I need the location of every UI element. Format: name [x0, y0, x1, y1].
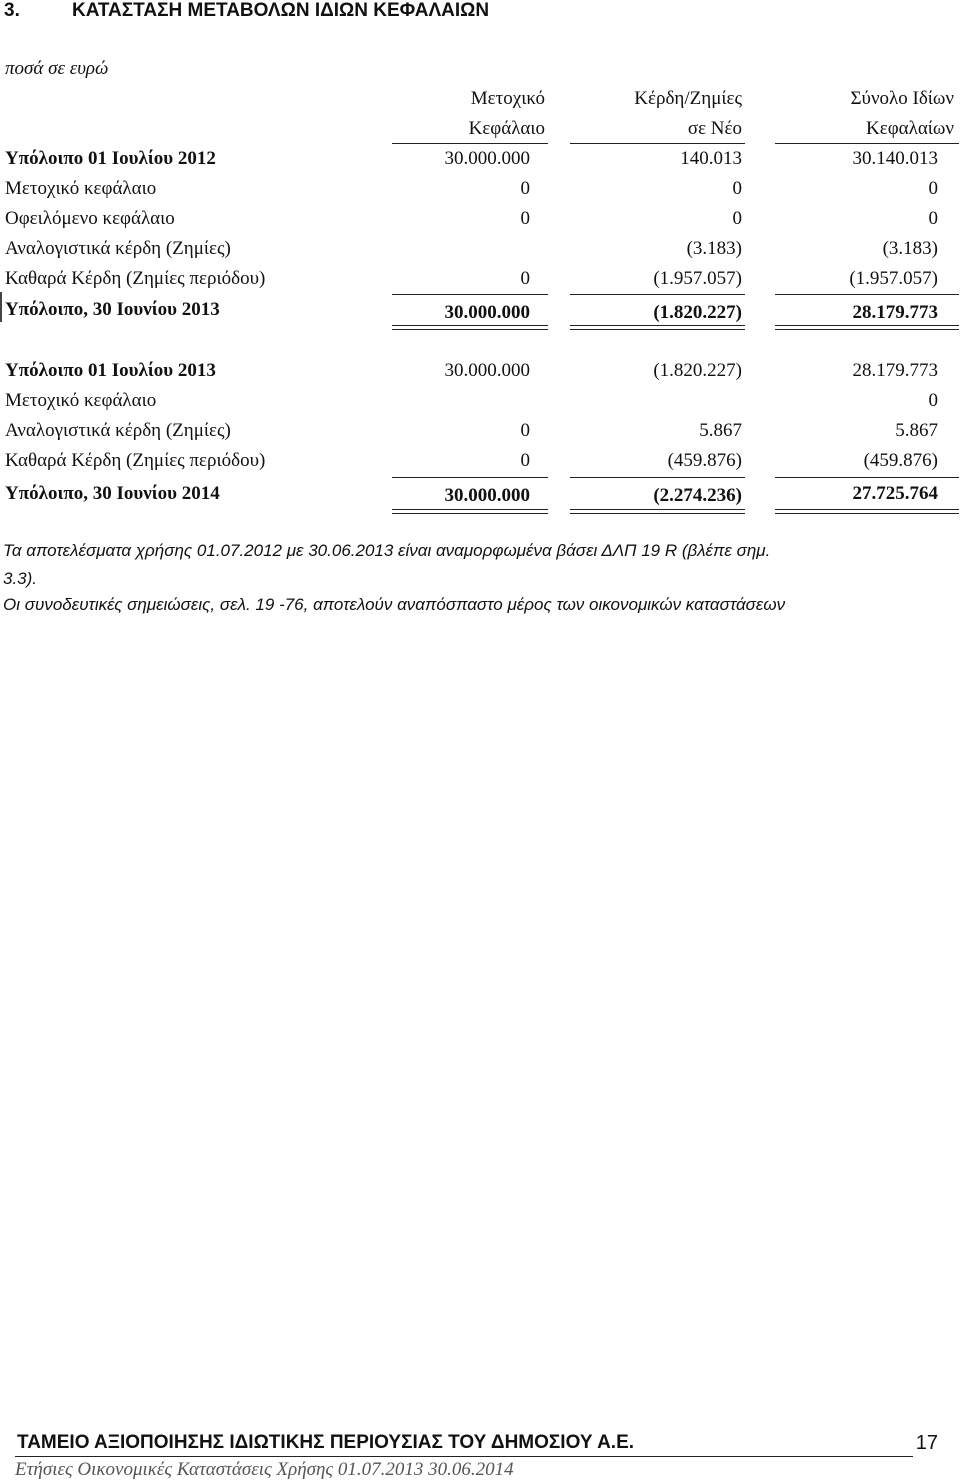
column-header-line: σε Νέο	[687, 118, 742, 139]
column-header-line: Κεφαλαίων	[866, 118, 954, 139]
row-label: Υπόλοιπο 01 Ιουλίου 2012	[5, 148, 216, 169]
footnote-restatement: Τα αποτελέσματα χρήσης 01.07.2012 με 30.06.2013 είναι αναμορφωμένα βάσει ΔΛΠ 19 R (βλέπε σημ.	[3, 541, 771, 560]
column-header-line: Μετοχικό	[470, 88, 545, 109]
retained-earnings-cell: 0	[732, 178, 742, 199]
row-label: Αναλογιστικά κέρδη (Ζημίες)	[5, 420, 231, 441]
row-label: Υπόλοιπο, 30 Ιουνίου 2014	[5, 483, 220, 504]
table-row	[0, 144, 960, 174]
total-double-rule	[570, 325, 745, 330]
retained-earnings-cell: (1.957.057)	[653, 268, 742, 289]
table-row	[0, 416, 960, 446]
table-row	[0, 356, 960, 386]
retained-earnings-cell: (1.820.227)	[653, 302, 742, 323]
retained-earnings-cell: (3.183)	[686, 238, 742, 259]
share-capital-cell: 30.000.000	[444, 302, 530, 323]
row-label: Οφειλόμενο κεφάλαιο	[5, 208, 175, 229]
subtotal-rule	[570, 477, 745, 478]
table-row-total	[0, 295, 960, 325]
total-equity-cell: 27.725.764	[852, 483, 938, 504]
table-row	[0, 234, 960, 264]
share-capital-cell: 0	[520, 178, 530, 199]
column-header-line: Σύνολο Ιδίων	[850, 88, 954, 109]
column-header-retained-earnings	[634, 84, 742, 144]
total-equity-cell: (459.876)	[863, 450, 938, 471]
subtotal-rule	[392, 477, 548, 478]
total-equity-cell: 0	[928, 390, 938, 411]
share-capital-cell: 0	[520, 420, 530, 441]
total-equity-cell: 5.867	[895, 420, 938, 441]
row-label: Μετοχικό κεφάλαιο	[5, 178, 157, 199]
share-capital-cell: 0	[520, 450, 530, 471]
column-header-share-capital	[469, 84, 545, 144]
table-row-total	[0, 479, 960, 509]
column-header-line: Κεφάλαιο	[468, 118, 545, 139]
footer-subtitle: Ετήσιες Οικονομικές Καταστάσεις Χρήσης 01.07.2013 30.06.2014	[15, 1459, 514, 1480]
total-equity-cell: 0	[928, 178, 938, 199]
row-label: Καθαρά Κέρδη (Ζημίες περιόδου)	[5, 450, 266, 471]
share-capital-cell: 30.000.000	[444, 148, 530, 169]
total-double-rule	[775, 325, 959, 330]
footer-organization: ΤΑΜΕΙΟ ΑΞΙΟΠΟΙΗΣΗΣ ΙΔΙΩΤΙΚΗΣ ΠΕΡΙΟΥΣΙΑΣ ΤΟΥ ΔΗΜΟΣΙΟΥ Α.Ε.	[17, 1432, 635, 1453]
column-header-total-equity	[850, 84, 954, 144]
total-equity-cell: 30.140.013	[852, 148, 938, 169]
retained-earnings-cell: 0	[732, 208, 742, 229]
total-equity-cell: (3.183)	[882, 238, 938, 259]
footnote-notes-reference: Οι συνοδευτικές σημειώσεις, σελ. 19 -76, αποτελούν αναπόσπαστο μέρος των οικονομικών καταστάσεων	[3, 595, 786, 614]
share-capital-cell: 0	[520, 208, 530, 229]
total-double-rule	[392, 325, 548, 330]
share-capital-cell: 0	[520, 268, 530, 289]
row-label: Υπόλοιπο, 30 Ιουνίου 2013	[5, 299, 220, 320]
table-row	[0, 386, 960, 416]
page-number: 17	[915, 1432, 938, 1454]
total-equity-cell: 28.179.773	[852, 302, 938, 323]
section-number: 3.	[4, 0, 20, 21]
retained-earnings-cell: (2.274.236)	[653, 485, 742, 506]
retained-earnings-cell: 5.867	[699, 420, 742, 441]
column-header-line: Κέρδη/Ζημίες	[634, 88, 742, 109]
footnote-restatement-continued: 3.3).	[3, 569, 38, 588]
table-row	[0, 174, 960, 204]
row-label: Αναλογιστικά κέρδη (Ζημίες)	[5, 238, 231, 259]
footer-rule	[15, 1456, 913, 1457]
total-double-rule	[775, 509, 959, 514]
retained-earnings-cell: 140.013	[680, 148, 742, 169]
row-label: Υπόλοιπο 01 Ιουλίου 2013	[5, 360, 216, 381]
total-equity-cell: (1.957.057)	[849, 268, 938, 289]
table-row	[0, 264, 960, 294]
retained-earnings-cell: (1.820.227)	[653, 360, 742, 381]
total-double-rule	[570, 509, 745, 514]
table-row	[0, 204, 960, 234]
amounts-note: ποσά σε ευρώ	[5, 58, 109, 79]
row-label: Μετοχικό κεφάλαιο	[5, 390, 157, 411]
section-title: ΚΑΤΑΣΤΑΣΗ ΜΕΤΑΒΟΛΩΝ ΙΔΙΩΝ ΚΕΦΑΛΑΙΩΝ	[72, 0, 490, 21]
share-capital-cell: 30.000.000	[444, 485, 530, 506]
subtotal-rule	[775, 477, 959, 478]
row-label: Καθαρά Κέρδη (Ζημίες περιόδου)	[5, 268, 266, 289]
retained-earnings-cell: (459.876)	[667, 450, 742, 471]
share-capital-cell: 30.000.000	[444, 360, 530, 381]
total-equity-cell: 0	[928, 208, 938, 229]
total-equity-cell: 28.179.773	[852, 360, 938, 381]
total-double-rule	[392, 509, 548, 514]
table-row	[0, 446, 960, 476]
